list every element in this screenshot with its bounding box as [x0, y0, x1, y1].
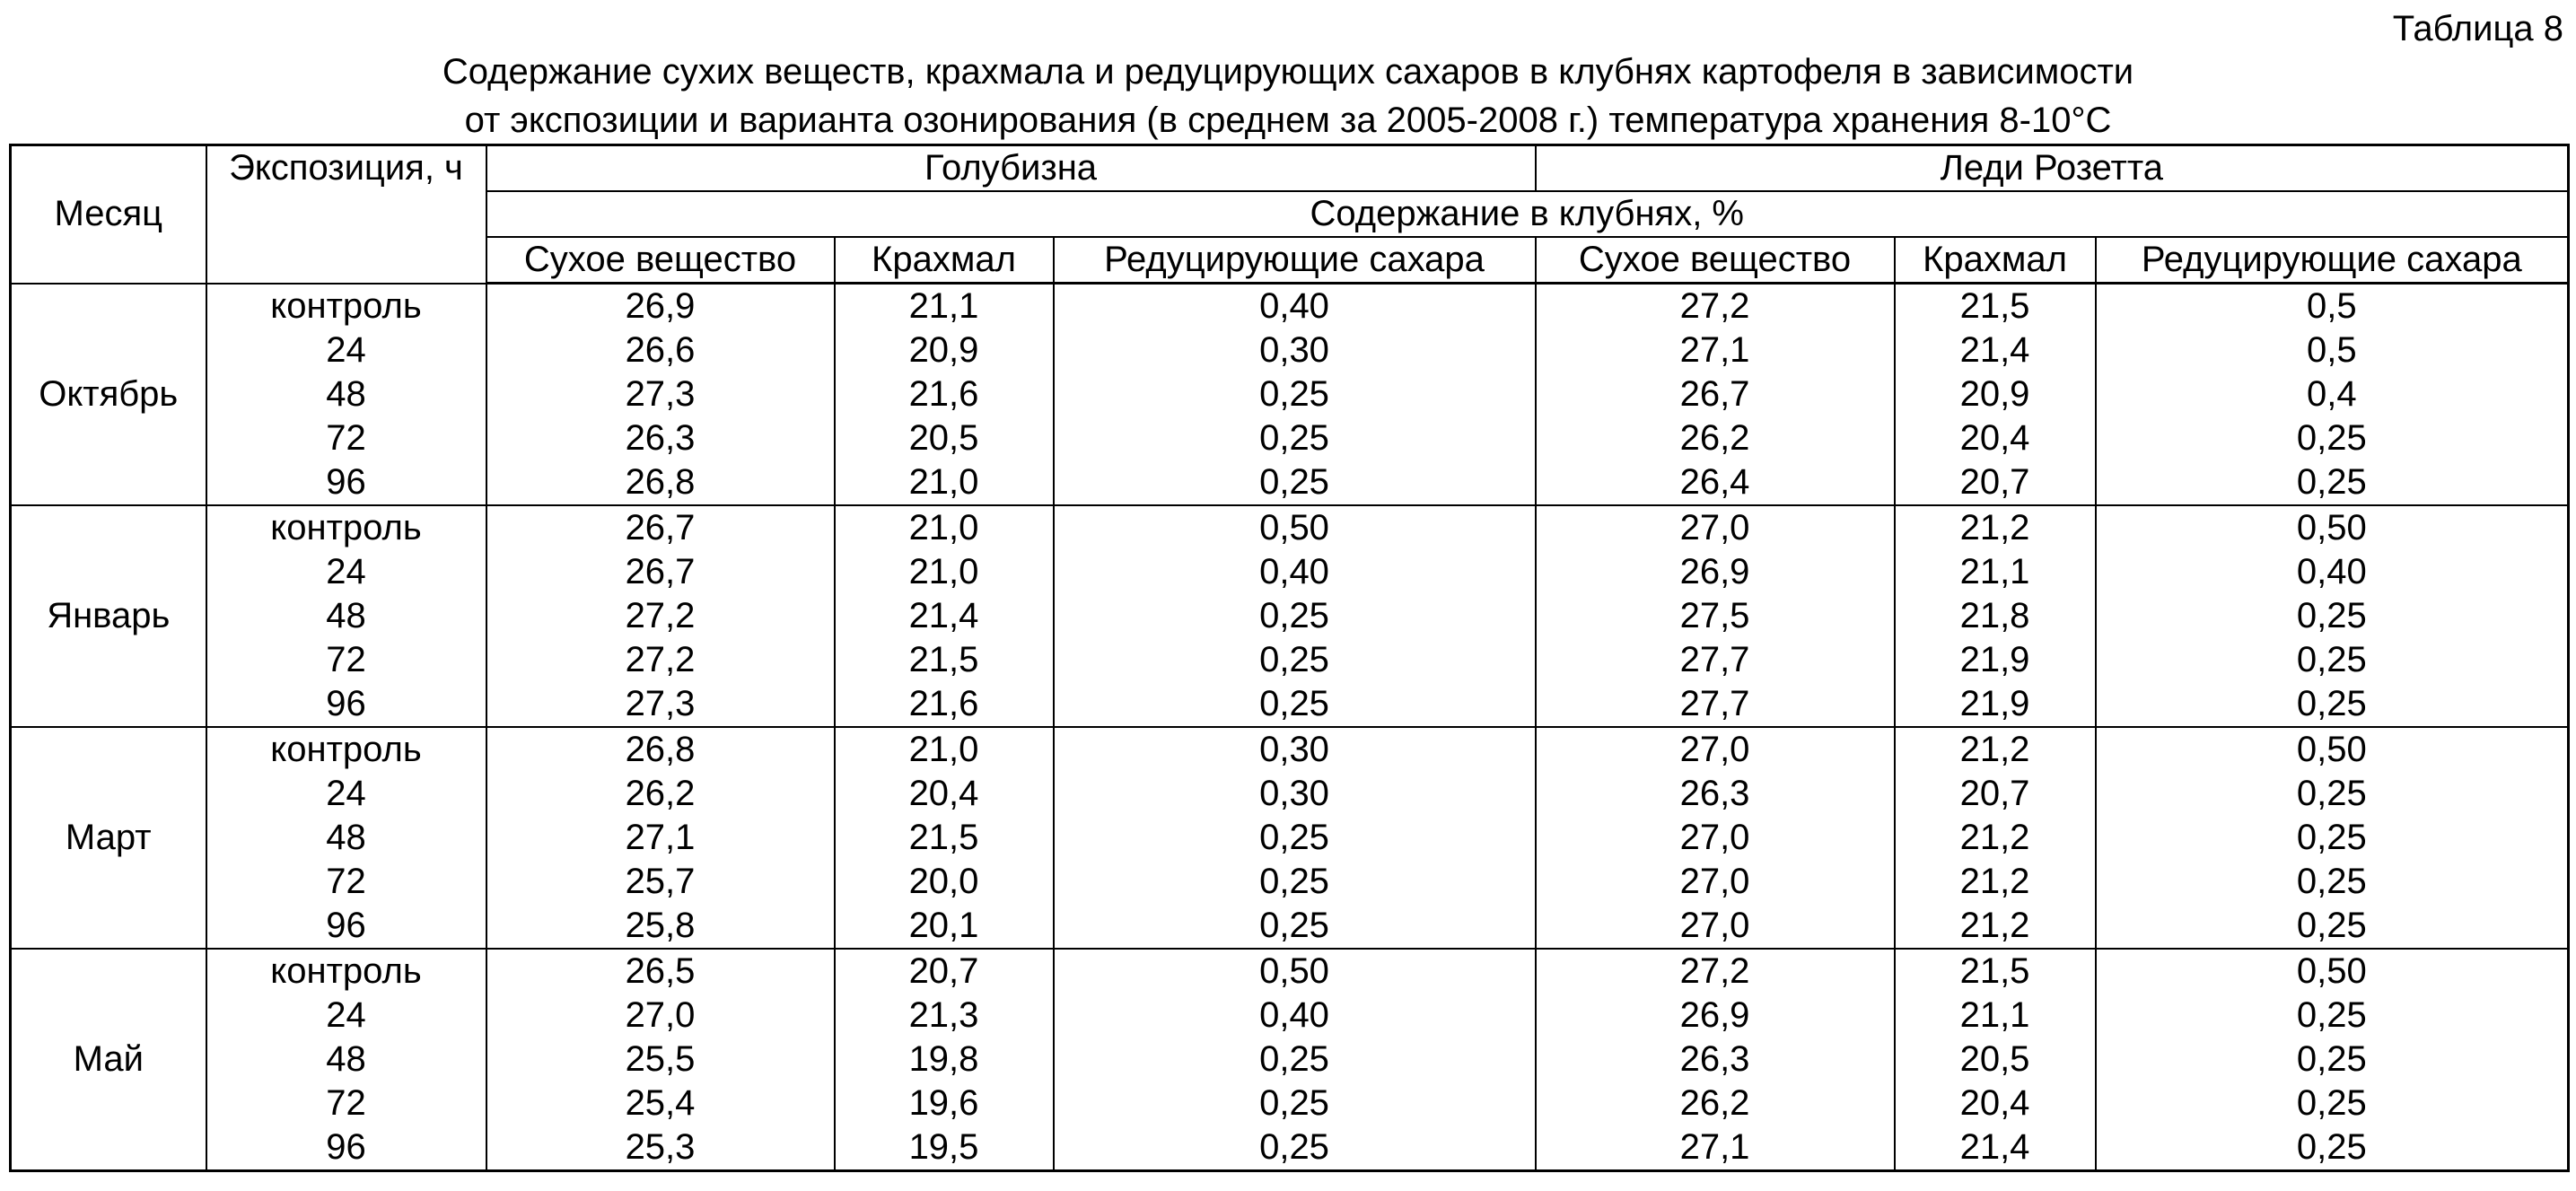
golubizna-starch-cell: 20,7: [835, 949, 1054, 994]
exposure-cell: 72: [206, 638, 486, 682]
table-row: [11, 372, 2569, 416]
table-row: [11, 1082, 2569, 1125]
table-row: [11, 682, 2569, 727]
golubizna-starch-cell: 21,0: [835, 460, 1054, 505]
exposure-cell: 72: [206, 1082, 486, 1125]
lady-rosetta-starch-cell: 21,2: [1895, 505, 2096, 550]
golubizna-starch-cell: 21,6: [835, 682, 1054, 727]
golubizna-dry-matter-cell: 25,5: [486, 1038, 835, 1082]
lady-rosetta-starch-cell: 21,9: [1895, 682, 2096, 727]
variety-header-lady-rosetta: Леди Розетта: [1536, 145, 2569, 192]
table-number: Таблица 8: [2392, 9, 2563, 48]
golubizna-dry-matter-cell: 27,2: [486, 594, 835, 638]
lady-rosetta-dry-matter-cell: 27,1: [1536, 328, 1895, 372]
golubizna-reducing-sugars-cell: 0,30: [1054, 328, 1536, 372]
lady-rosetta-dry-matter-cell: 26,2: [1536, 1082, 1895, 1125]
lady-rosetta-dry-matter-cell: 26,7: [1536, 372, 1895, 416]
lady-rosetta-dry-matter-cell: 27,2: [1536, 284, 1895, 329]
lady-rosetta-starch-cell: 20,7: [1895, 772, 2096, 816]
table-row: [11, 816, 2569, 860]
table-row: [11, 284, 2569, 329]
golubizna-starch-cell: 21,0: [835, 727, 1054, 772]
golubizna-starch-cell: 20,0: [835, 860, 1054, 904]
golubizna-starch-cell: 21,5: [835, 638, 1054, 682]
golubizna-dry-matter-cell: 26,8: [486, 460, 835, 505]
table-row: [11, 904, 2569, 949]
golubizna-dry-matter-cell: 26,3: [486, 416, 835, 460]
exposure-cell: 72: [206, 416, 486, 460]
golubizna-starch-cell: 20,4: [835, 772, 1054, 816]
golubizna-dry-matter-cell: 25,8: [486, 904, 835, 949]
month-cell: Март: [11, 727, 206, 949]
table-row: [11, 1125, 2569, 1171]
lady-rosetta-dry-matter-cell: 27,5: [1536, 594, 1895, 638]
golubizna-reducing-sugars-cell: 0,25: [1054, 816, 1536, 860]
lady-rosetta-reducing-sugars-cell: 0,25: [2096, 1038, 2569, 1082]
reducing-sugars-header: Редуцирующие сахара: [2096, 237, 2569, 284]
lady-rosetta-dry-matter-cell: 27,0: [1536, 505, 1895, 550]
lady-rosetta-starch-cell: 21,5: [1895, 949, 2096, 994]
lady-rosetta-dry-matter-cell: 26,4: [1536, 460, 1895, 505]
dry-matter-header: Сухое вещество: [1536, 237, 1895, 284]
lady-rosetta-reducing-sugars-cell: 0,25: [2096, 460, 2569, 505]
lady-rosetta-reducing-sugars-cell: 0,40: [2096, 550, 2569, 594]
lady-rosetta-dry-matter-cell: 27,0: [1536, 904, 1895, 949]
month-column-header: Месяц: [11, 145, 206, 284]
golubizna-dry-matter-cell: 26,2: [486, 772, 835, 816]
starch-header: Крахмал: [1895, 237, 2096, 284]
lady-rosetta-reducing-sugars-cell: 0,25: [2096, 816, 2569, 860]
golubizna-reducing-sugars-cell: 0,25: [1054, 594, 1536, 638]
lady-rosetta-reducing-sugars-cell: 0,50: [2096, 505, 2569, 550]
lady-rosetta-dry-matter-cell: 27,7: [1536, 638, 1895, 682]
golubizna-reducing-sugars-cell: 0,25: [1054, 682, 1536, 727]
golubizna-starch-cell: 21,0: [835, 550, 1054, 594]
golubizna-reducing-sugars-cell: 0,25: [1054, 1125, 1536, 1171]
lady-rosetta-starch-cell: 20,7: [1895, 460, 2096, 505]
golubizna-dry-matter-cell: 26,5: [486, 949, 835, 994]
lady-rosetta-starch-cell: 21,1: [1895, 994, 2096, 1038]
lady-rosetta-starch-cell: 21,2: [1895, 727, 2096, 772]
lady-rosetta-reducing-sugars-cell: 0,25: [2096, 1125, 2569, 1171]
golubizna-dry-matter-cell: 25,3: [486, 1125, 835, 1171]
table-row: [11, 772, 2569, 816]
lady-rosetta-reducing-sugars-cell: 0,25: [2096, 904, 2569, 949]
lady-rosetta-dry-matter-cell: 27,2: [1536, 949, 1895, 994]
variety-header-golubizna: Голубизна: [486, 145, 1536, 192]
golubizna-starch-cell: 20,9: [835, 328, 1054, 372]
lady-rosetta-reducing-sugars-cell: 0,25: [2096, 638, 2569, 682]
table-caption-line-2: от экспозиции и варианта озонирования (в среднем за 2005-2008 г.) температура хранения 8-10°С: [464, 101, 2112, 140]
golubizna-starch-cell: 21,4: [835, 594, 1054, 638]
golubizna-starch-cell: 21,3: [835, 994, 1054, 1038]
table-row: [11, 727, 2569, 772]
table-row: [11, 860, 2569, 904]
lady-rosetta-dry-matter-cell: 26,3: [1536, 772, 1895, 816]
lady-rosetta-starch-cell: 20,9: [1895, 372, 2096, 416]
lady-rosetta-starch-cell: 21,2: [1895, 904, 2096, 949]
golubizna-dry-matter-cell: 25,7: [486, 860, 835, 904]
golubizna-dry-matter-cell: 27,0: [486, 994, 835, 1038]
table-row: [11, 505, 2569, 550]
golubizna-dry-matter-cell: 27,3: [486, 682, 835, 727]
golubizna-reducing-sugars-cell: 0,25: [1054, 1082, 1536, 1125]
lady-rosetta-dry-matter-cell: 26,9: [1536, 994, 1895, 1038]
lady-rosetta-dry-matter-cell: 26,9: [1536, 550, 1895, 594]
lady-rosetta-reducing-sugars-cell: 0,50: [2096, 727, 2569, 772]
lady-rosetta-starch-cell: 20,4: [1895, 416, 2096, 460]
lady-rosetta-reducing-sugars-cell: 0,25: [2096, 860, 2569, 904]
content-header: Содержание в клубнях, %: [486, 191, 2569, 237]
lady-rosetta-reducing-sugars-cell: 0,25: [2096, 594, 2569, 638]
exposure-cell: 48: [206, 1038, 486, 1082]
golubizna-reducing-sugars-cell: 0,25: [1054, 860, 1536, 904]
table-row: [11, 550, 2569, 594]
lady-rosetta-starch-cell: 21,9: [1895, 638, 2096, 682]
lady-rosetta-dry-matter-cell: 27,0: [1536, 727, 1895, 772]
exposure-cell: контроль: [206, 284, 486, 329]
month-cell: Май: [11, 949, 206, 1171]
golubizna-starch-cell: 19,8: [835, 1038, 1054, 1082]
golubizna-dry-matter-cell: 26,6: [486, 328, 835, 372]
golubizna-dry-matter-cell: 26,7: [486, 550, 835, 594]
golubizna-reducing-sugars-cell: 0,40: [1054, 994, 1536, 1038]
lady-rosetta-starch-cell: 21,4: [1895, 1125, 2096, 1171]
exposure-cell: 72: [206, 860, 486, 904]
table-row: [11, 460, 2569, 505]
golubizna-dry-matter-cell: 27,3: [486, 372, 835, 416]
exposure-cell: 48: [206, 372, 486, 416]
lady-rosetta-starch-cell: 21,2: [1895, 816, 2096, 860]
table-row: [11, 594, 2569, 638]
golubizna-starch-cell: 21,5: [835, 816, 1054, 860]
table-row: [11, 328, 2569, 372]
exposure-cell: 24: [206, 550, 486, 594]
table-body: [11, 284, 2569, 1171]
exposure-cell: 96: [206, 1125, 486, 1171]
table-row: [11, 994, 2569, 1038]
lady-rosetta-starch-cell: 21,8: [1895, 594, 2096, 638]
lady-rosetta-reducing-sugars-cell: 0,25: [2096, 994, 2569, 1038]
golubizna-starch-cell: 20,1: [835, 904, 1054, 949]
golubizna-reducing-sugars-cell: 0,25: [1054, 1038, 1536, 1082]
golubizna-reducing-sugars-cell: 0,25: [1054, 638, 1536, 682]
golubizna-starch-cell: 21,0: [835, 505, 1054, 550]
reducing-sugars-header: Редуцирующие сахара: [1054, 237, 1536, 284]
golubizna-reducing-sugars-cell: 0,40: [1054, 550, 1536, 594]
golubizna-reducing-sugars-cell: 0,25: [1054, 372, 1536, 416]
lady-rosetta-reducing-sugars-cell: 0,5: [2096, 328, 2569, 372]
golubizna-starch-cell: 21,6: [835, 372, 1054, 416]
golubizna-starch-cell: 20,5: [835, 416, 1054, 460]
exposure-cell: 24: [206, 328, 486, 372]
exposure-cell: 24: [206, 994, 486, 1038]
golubizna-reducing-sugars-cell: 0,25: [1054, 416, 1536, 460]
lady-rosetta-reducing-sugars-cell: 0,25: [2096, 682, 2569, 727]
exposure-column-header: Экспозиция, ч: [206, 145, 486, 284]
table-row: [11, 1038, 2569, 1082]
exposure-cell: 24: [206, 772, 486, 816]
golubizna-dry-matter-cell: 26,8: [486, 727, 835, 772]
exposure-cell: контроль: [206, 505, 486, 550]
table-caption-line-1: Содержание сухих веществ, крахмала и редуцирующих сахаров в клубнях картофеля в зависимости: [442, 52, 2134, 92]
golubizna-reducing-sugars-cell: 0,50: [1054, 949, 1536, 994]
golubizna-reducing-sugars-cell: 0,50: [1054, 505, 1536, 550]
golubizna-dry-matter-cell: 25,4: [486, 1082, 835, 1125]
lady-rosetta-starch-cell: 20,5: [1895, 1038, 2096, 1082]
exposure-cell: 96: [206, 904, 486, 949]
lady-rosetta-starch-cell: 21,1: [1895, 550, 2096, 594]
golubizna-dry-matter-cell: 27,1: [486, 816, 835, 860]
golubizna-reducing-sugars-cell: 0,25: [1054, 904, 1536, 949]
lady-rosetta-reducing-sugars-cell: 0,25: [2096, 416, 2569, 460]
lady-rosetta-reducing-sugars-cell: 0,25: [2096, 1082, 2569, 1125]
lady-rosetta-dry-matter-cell: 27,0: [1536, 816, 1895, 860]
golubizna-reducing-sugars-cell: 0,25: [1054, 460, 1536, 505]
golubizna-starch-cell: 19,5: [835, 1125, 1054, 1171]
golubizna-dry-matter-cell: 26,9: [486, 284, 835, 329]
month-cell: Октябрь: [11, 284, 206, 506]
lady-rosetta-dry-matter-cell: 26,3: [1536, 1038, 1895, 1082]
exposure-cell: 96: [206, 460, 486, 505]
lady-rosetta-dry-matter-cell: 27,1: [1536, 1125, 1895, 1171]
golubizna-starch-cell: 21,1: [835, 284, 1054, 329]
golubizna-dry-matter-cell: 27,2: [486, 638, 835, 682]
starch-header: Крахмал: [835, 237, 1054, 284]
golubizna-reducing-sugars-cell: 0,30: [1054, 727, 1536, 772]
table-row: [11, 949, 2569, 994]
lady-rosetta-reducing-sugars-cell: 0,25: [2096, 772, 2569, 816]
lady-rosetta-reducing-sugars-cell: 0,5: [2096, 284, 2569, 329]
potato-content-table: [9, 144, 2570, 1172]
lady-rosetta-dry-matter-cell: 27,7: [1536, 682, 1895, 727]
golubizna-reducing-sugars-cell: 0,40: [1054, 284, 1536, 329]
golubizna-dry-matter-cell: 26,7: [486, 505, 835, 550]
golubizna-starch-cell: 19,6: [835, 1082, 1054, 1125]
exposure-cell: контроль: [206, 949, 486, 994]
lady-rosetta-starch-cell: 21,5: [1895, 284, 2096, 329]
lady-rosetta-starch-cell: 21,4: [1895, 328, 2096, 372]
table-row: [11, 638, 2569, 682]
golubizna-reducing-sugars-cell: 0,30: [1054, 772, 1536, 816]
dry-matter-header: Сухое вещество: [486, 237, 835, 284]
table-row: [11, 416, 2569, 460]
exposure-cell: 48: [206, 594, 486, 638]
lady-rosetta-reducing-sugars-cell: 0,4: [2096, 372, 2569, 416]
month-cell: Январь: [11, 505, 206, 727]
lady-rosetta-starch-cell: 20,4: [1895, 1082, 2096, 1125]
exposure-cell: 48: [206, 816, 486, 860]
table-header: [11, 145, 2569, 284]
lady-rosetta-dry-matter-cell: 26,2: [1536, 416, 1895, 460]
lady-rosetta-starch-cell: 21,2: [1895, 860, 2096, 904]
lady-rosetta-reducing-sugars-cell: 0,50: [2096, 949, 2569, 994]
exposure-cell: контроль: [206, 727, 486, 772]
lady-rosetta-dry-matter-cell: 27,0: [1536, 860, 1895, 904]
exposure-cell: 96: [206, 682, 486, 727]
